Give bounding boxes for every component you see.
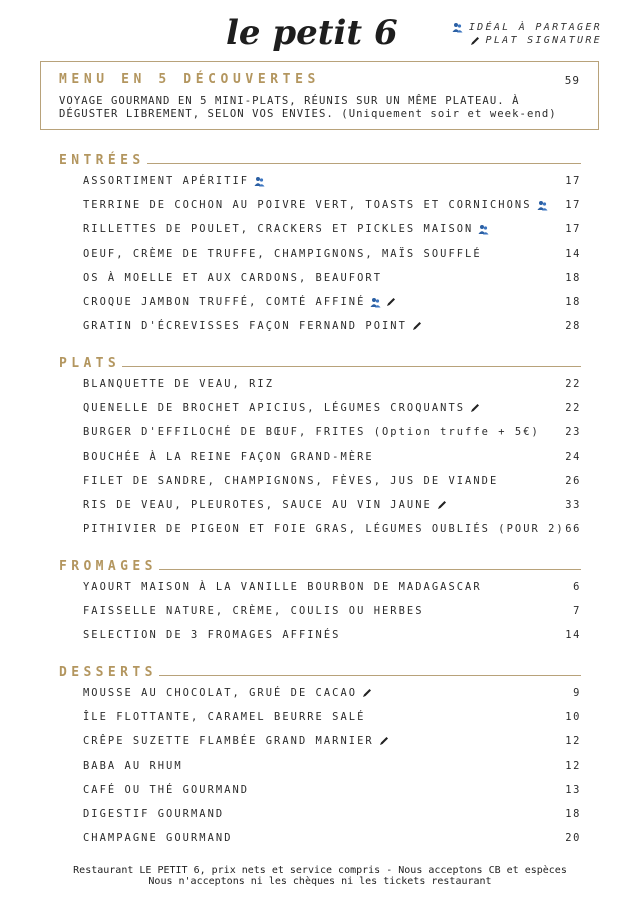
menu-item-price: 14 [565,629,581,642]
menu-item-name-group [83,783,249,797]
menu-item-name-group [83,425,540,439]
menu-item-price: 23 [565,426,581,439]
menu-item-name: CROQUE JAMBON TRUFFÉ, COMTÉ AFFINÉ [83,296,366,308]
menu-item-name: OS À MOELLE ET AUX CARDONS, BEAUFORT [83,271,383,284]
menu-item [83,831,581,845]
section-title: FROMAGES [59,559,157,574]
pen-icon [470,403,480,413]
menu-item [83,759,581,773]
menu-item [83,377,581,391]
menu-item-name: GRATIN D'ÉCREVISSES FAÇON FERNAND POINT [83,320,407,333]
section-heading [59,665,581,683]
legend-signature-row [452,34,602,47]
legend-share-row [452,21,602,34]
menu-item-name-group [83,377,274,391]
menu-item [83,686,581,700]
menu-item-price: 7 [573,605,581,618]
menu-item-name: FILET DE SANDRE, CHAMPIGNONS, FÈVES, JUS DE VIANDE [83,474,499,487]
legend-share-label: IDÉAL À PARTAGER [468,22,602,33]
menu-item-name-group [83,222,489,236]
description-line-1: VOYAGE GOURMAND EN 5 MINI-PLATS, RÉUNIS SUR UN MÊME PLATEAU. À [59,95,520,107]
menu-item-name: TERRINE DE COCHON AU POIVRE VERT, TOASTS ET CORNICHONS [83,199,532,212]
menu-item-name-group [83,498,447,512]
menu-item-name: BOUCHÉE À LA REINE FAÇON GRAND-MÈRE [83,450,374,463]
menu-item-name: CAFÉ OU THÉ GOURMAND [83,783,250,796]
menu-item-name-group [83,710,365,724]
tasting-menu-price: 59 [564,74,580,87]
menu-item-name: CHAMPAGNE GOURMAND [83,832,233,845]
menu-item-name: BURGER D'EFFILOCHÉ DE BŒUF, FRITES (Option truffe + 5€) [83,426,540,439]
menu-item [83,295,581,309]
pen-icon [412,321,422,331]
pen-icon [379,736,389,746]
menu-item-name-group [83,450,374,464]
menu-item-price: 18 [565,808,581,820]
section-heading [59,356,581,374]
menu-item-name-group [83,474,498,488]
menu-item [83,450,581,464]
section-title: ENTRÉES [59,153,145,168]
menu-item-name: OEUF, CRÈME DE TRUFFE, CHAMPIGNONS, MAÏS SOUFFLÉ [83,247,482,260]
menu-item-name-group [83,198,548,212]
menu-item-price: 17 [565,199,581,212]
menu-item-name: SELECTION DE 3 FROMAGES AFFINÉS [83,629,341,642]
footer-line-1: Restaurant LE PETIT 6, prix nets et service compris - Nous acceptons CB et espèces [73,865,567,876]
section-heading [59,153,581,171]
menu-item-name: RILLETTES DE POULET, CRACKERS ET PICKLES MAISON [83,223,474,236]
menu-item [83,474,581,488]
menu-item [83,401,581,415]
menu-item [83,604,581,618]
menu-item [83,247,581,261]
menu-item-price: 22 [565,402,581,415]
menu-item [83,628,581,642]
footer-line-2: Nous n'acceptons ni les chèques ni les tickets restaurant [148,876,492,887]
menu-item [83,807,581,821]
tasting-menu-description [59,95,584,121]
menu-item-name: FAISSELLE NATURE, CRÈME, COULIS OU HERBES [83,605,424,618]
menu-item-name-group [83,271,382,285]
people-icon [537,200,548,211]
menu-item-name-group [83,807,224,821]
menu-item-price: 13 [565,783,581,796]
icon-legend [452,21,602,47]
menu-item-name: ÎLE FLOTTANTE, CARAMEL BEURRE SALÉ [83,711,366,724]
menu-item-name: RIS DE VEAU, PLEUROTES, SAUCE AU VIN JAUNE [83,499,432,511]
menu-item-name-group [83,401,480,415]
tasting-menu-title: MENU EN 5 DÉCOUVERTES [59,72,320,87]
menu-item-price: 18 [565,271,581,284]
menu-item [83,498,581,512]
menu-item-price: 12 [565,759,581,772]
pen-icon [437,500,447,510]
menu-item-name-group [83,604,424,618]
menu-item-price: 24 [565,450,581,463]
section-heading [59,559,581,577]
section-title: PLATS [59,356,121,371]
section-divider [59,366,581,367]
legend-signature-label: PLAT SIGNATURE [485,35,602,46]
footer [0,865,640,887]
menu-item [83,271,581,285]
menu-item-price: 9 [573,687,581,699]
pen-icon [470,36,480,46]
menu-item [83,734,581,748]
menu-item-price: 17 [565,175,581,187]
menu-section-2 [59,559,581,663]
menu-item-name-group [83,247,482,261]
people-icon [452,22,463,33]
menu-item-price: 18 [565,296,581,308]
people-icon [370,297,381,308]
menu-section-3 [59,665,581,865]
pen-icon [386,297,396,307]
menu-item-name-group [83,831,233,845]
menu-item-price: 14 [565,247,581,260]
menu-item-name: ASSORTIMENT APÉRITIF [83,175,250,187]
pen-icon [362,688,372,698]
menu-item-name-group [83,319,422,333]
menu-item-name: CRÊPE SUZETTE FLAMBÉE GRAND MARNIER [83,735,374,748]
menu-item [83,174,581,188]
menu-item [83,222,581,236]
menu-item-price: 33 [565,499,581,511]
menu-item [83,319,581,333]
tasting-menu-box [40,61,599,130]
menu-item [83,425,581,439]
menu-item-price: 17 [565,223,581,236]
menu-item-name: MOUSSE AU CHOCOLAT, GRUÉ DE CACAO [83,687,358,699]
people-icon [254,176,265,187]
menu-item-name-group [83,522,565,536]
menu-section-1 [59,356,581,556]
menu-item-price: 6 [573,581,581,593]
menu-item-price: 12 [565,735,581,748]
menu-item-name: YAOURT MAISON À LA VANILLE BOURBON DE MADAGASCAR [83,581,482,593]
menu-item-price: 28 [565,320,581,333]
menu-item-name-group [83,628,340,642]
menu-item-name-group [83,295,396,309]
menu-item [83,710,581,724]
menu-item [83,198,581,212]
description-line-2: DÉGUSTER LIBREMENT, SELON VOS ENVIES. (Uniquement soir et week-end) [59,108,557,120]
menu-item [83,580,581,594]
menu-item-price: 10 [565,711,581,724]
menu-item-name: BLANQUETTE DE VEAU, RIZ [83,378,275,390]
menu-item-price: 26 [565,474,581,487]
menu-item-price: 20 [565,832,581,845]
menu-item-name-group [83,174,265,188]
menu-item-name-group [83,580,482,594]
menu-item-name-group [83,734,389,748]
menu-item [83,783,581,797]
menu-item-name: DIGESTIF GOURMAND [83,808,225,820]
menu-item-name-group [83,759,183,773]
restaurant-logo: le petit 6 [226,13,398,53]
menu-item-name-group [83,686,372,700]
menu-item-name: PITHIVIER DE PIGEON ET FOIE GRAS, LÉGUMES OUBLIÉS (POUR 2) [83,523,565,536]
menu-item [83,522,581,536]
people-icon [478,224,489,235]
menu-item-price: 22 [565,378,581,390]
menu-item-price: 66 [565,523,581,536]
menu-item-name: QUENELLE DE BROCHET APICIUS, LÉGUMES CROQUANTS [83,402,466,415]
menu-section-0 [59,153,581,353]
section-title: DESSERTS [59,665,157,680]
menu-item-name: BABA AU RHUM [83,759,183,772]
